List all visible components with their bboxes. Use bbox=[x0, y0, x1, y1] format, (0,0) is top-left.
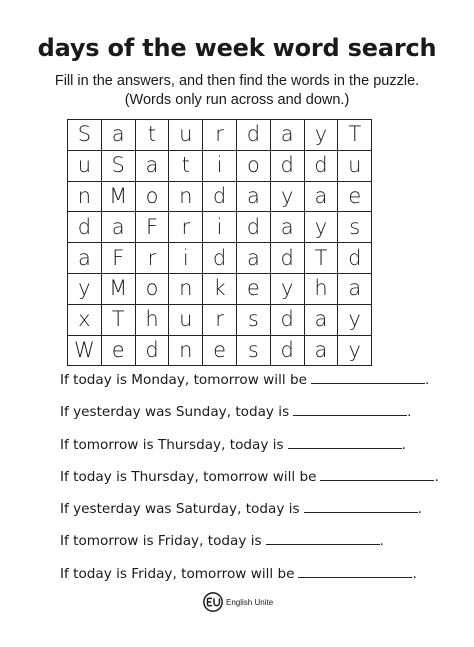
grid-cell: d bbox=[338, 243, 372, 274]
grid-cell: d bbox=[203, 181, 237, 212]
question-item bbox=[60, 469, 460, 501]
grid-cell: t bbox=[135, 120, 169, 151]
grid-row bbox=[68, 150, 372, 181]
grid-cell: S bbox=[101, 150, 135, 181]
grid-cell: x bbox=[68, 304, 102, 335]
question-item bbox=[60, 437, 460, 469]
answer-blank[interactable] bbox=[320, 479, 434, 481]
question-end-punctuation: . bbox=[412, 565, 417, 582]
grid-cell: r bbox=[203, 120, 237, 151]
grid-cell: n bbox=[169, 335, 203, 366]
instructions-line-1: Fill in the answers, and then find the words in the puzzle. bbox=[54, 73, 420, 89]
grid-cell: a bbox=[304, 181, 338, 212]
grid-cell: M bbox=[101, 181, 135, 212]
question-text: If tomorrow is Thursday, today is bbox=[60, 436, 284, 453]
grid-row bbox=[68, 243, 372, 274]
question-end-punctuation: . bbox=[424, 372, 430, 388]
grid-cell: y bbox=[270, 273, 304, 304]
grid-cell: d bbox=[68, 212, 102, 243]
grid-cell: r bbox=[169, 212, 203, 243]
grid-cell: y bbox=[338, 304, 372, 335]
question-text: If tomorrow is Friday, today is bbox=[60, 533, 262, 550]
brand-logo bbox=[202, 590, 273, 614]
question-end-punctuation: . bbox=[434, 468, 439, 485]
grid-cell: h bbox=[135, 304, 169, 335]
grid-row bbox=[68, 273, 372, 304]
grid-cell: o bbox=[135, 273, 169, 304]
grid-cell: y bbox=[338, 335, 372, 366]
answer-blank[interactable] bbox=[298, 576, 412, 578]
grid-cell: e bbox=[338, 181, 372, 212]
question-list bbox=[60, 372, 460, 598]
grid-cell: u bbox=[169, 120, 203, 151]
grid-cell: a bbox=[270, 212, 304, 243]
grid-cell: a bbox=[236, 181, 270, 212]
grid-row bbox=[68, 335, 372, 366]
grid-cell: e bbox=[203, 335, 237, 366]
grid-row bbox=[68, 212, 372, 243]
grid-cell: t bbox=[169, 150, 203, 181]
english-unite-logo-icon bbox=[202, 591, 224, 613]
grid-cell: i bbox=[203, 212, 237, 243]
grid-cell: d bbox=[270, 150, 304, 181]
grid-cell: y bbox=[270, 181, 304, 212]
grid-cell: u bbox=[338, 150, 372, 181]
grid-cell: y bbox=[68, 273, 102, 304]
question-text: If today is Thursday, tomorrow will be bbox=[60, 468, 317, 485]
grid-row bbox=[68, 120, 372, 151]
grid-cell: n bbox=[169, 273, 203, 304]
grid-row bbox=[68, 181, 372, 212]
grid-cell: d bbox=[203, 243, 237, 274]
question-item bbox=[60, 404, 460, 436]
grid-cell: i bbox=[203, 150, 237, 181]
grid-cell: d bbox=[270, 304, 304, 335]
grid-cell: o bbox=[236, 150, 270, 181]
grid-cell: d bbox=[236, 120, 270, 151]
question-item bbox=[60, 501, 460, 533]
worksheet-title: days of the week word search bbox=[37, 34, 437, 62]
answer-blank[interactable] bbox=[311, 382, 425, 384]
grid-cell: F bbox=[135, 212, 169, 243]
grid-cell: d bbox=[304, 150, 338, 181]
grid-row bbox=[68, 304, 372, 335]
grid-cell: i bbox=[169, 243, 203, 274]
grid-cell: a bbox=[304, 304, 338, 335]
grid-cell: n bbox=[68, 181, 102, 212]
question-item bbox=[60, 372, 460, 404]
question-end-punctuation: . bbox=[417, 501, 422, 518]
grid-cell: y bbox=[304, 120, 338, 151]
grid-cell: a bbox=[101, 120, 135, 151]
question-text: If today is Monday, tomorrow will be bbox=[60, 372, 307, 388]
instructions-line-2: (Words only run across and down.) bbox=[124, 92, 350, 108]
grid-cell: u bbox=[68, 150, 102, 181]
grid-cell: a bbox=[270, 120, 304, 151]
grid-cell: a bbox=[135, 150, 169, 181]
answer-blank[interactable] bbox=[293, 414, 407, 416]
grid-cell: u bbox=[169, 304, 203, 335]
grid-cell: r bbox=[203, 304, 237, 335]
question-text: If today is Friday, tomorrow will be bbox=[60, 565, 295, 582]
grid-cell: s bbox=[236, 335, 270, 366]
grid-cell: T bbox=[101, 304, 135, 335]
question-end-punctuation: . bbox=[401, 436, 406, 453]
grid-cell: e bbox=[101, 335, 135, 366]
answer-blank[interactable] bbox=[304, 511, 418, 513]
grid-cell: h bbox=[304, 273, 338, 304]
grid-cell: s bbox=[236, 304, 270, 335]
grid-cell: a bbox=[236, 243, 270, 274]
grid-cell: y bbox=[304, 212, 338, 243]
grid-cell: d bbox=[236, 212, 270, 243]
grid-cell: s bbox=[338, 212, 372, 243]
grid-cell: d bbox=[135, 335, 169, 366]
grid-cell: o bbox=[135, 181, 169, 212]
grid-cell: a bbox=[338, 273, 372, 304]
question-item bbox=[60, 533, 460, 565]
grid-cell: r bbox=[135, 243, 169, 274]
grid-cell: d bbox=[270, 335, 304, 366]
word-search-grid bbox=[67, 119, 372, 366]
grid-cell: k bbox=[203, 273, 237, 304]
grid-cell: d bbox=[270, 243, 304, 274]
answer-blank[interactable] bbox=[288, 447, 402, 449]
question-end-punctuation: . bbox=[407, 404, 412, 421]
answer-blank[interactable] bbox=[266, 543, 380, 545]
question-text: If yesterday was Sunday, today is bbox=[60, 404, 290, 421]
question-end-punctuation: . bbox=[379, 533, 384, 550]
grid-cell: M bbox=[101, 273, 135, 304]
grid-cell: T bbox=[338, 120, 372, 151]
grid-cell: T bbox=[304, 243, 338, 274]
grid-cell: a bbox=[101, 212, 135, 243]
grid-cell: a bbox=[304, 335, 338, 366]
grid-cell: a bbox=[68, 243, 102, 274]
grid-cell: e bbox=[236, 273, 270, 304]
grid-cell: S bbox=[68, 120, 102, 151]
grid-cell: F bbox=[101, 243, 135, 274]
question-text: If yesterday was Saturday, today is bbox=[60, 501, 300, 518]
grid-cell: W bbox=[68, 335, 102, 366]
grid-cell: n bbox=[169, 181, 203, 212]
brand-name: English Unite bbox=[226, 597, 274, 607]
